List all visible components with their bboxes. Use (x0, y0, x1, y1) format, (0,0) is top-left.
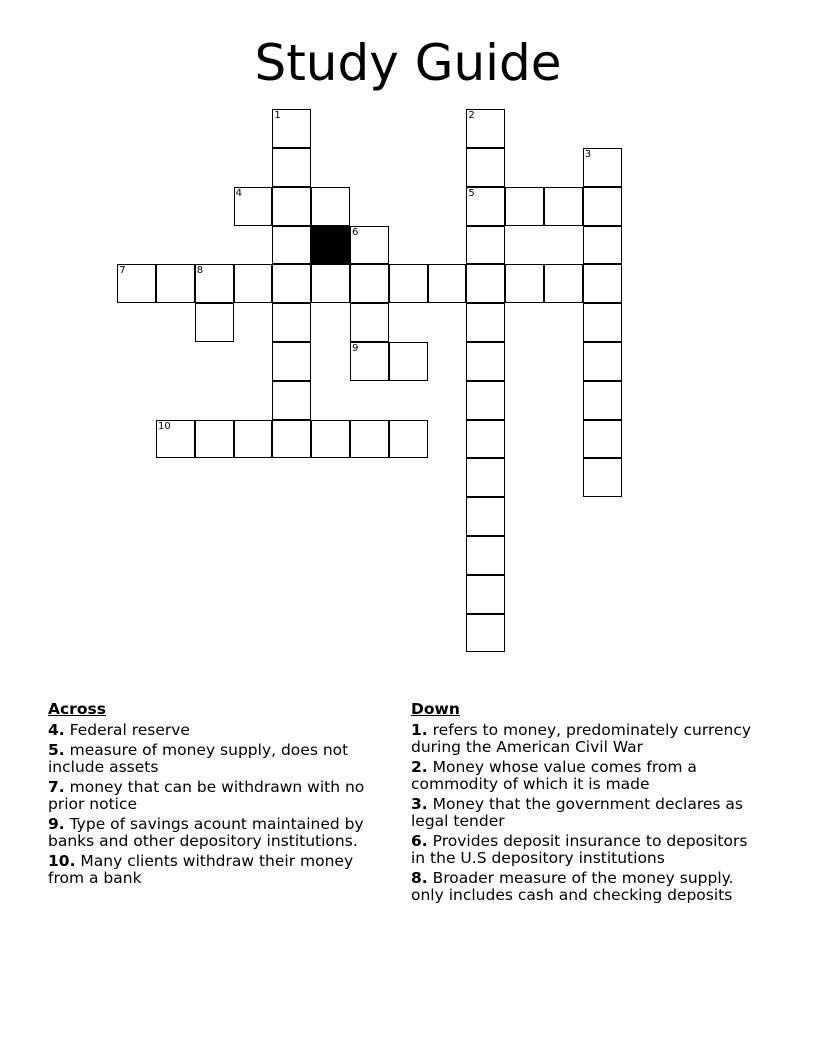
cell-number: 3 (584, 149, 592, 160)
crossword-cell[interactable] (156, 420, 195, 459)
clue-number: 10. (48, 852, 76, 870)
clue-text: money that can be withdrawn with no prior notice (48, 778, 365, 813)
crossword-cell[interactable] (350, 303, 389, 342)
clue-number: 8. (411, 869, 428, 887)
cell-number: 10 (158, 420, 171, 432)
crossword-cell[interactable] (583, 148, 622, 187)
crossword-cell[interactable] (466, 536, 505, 575)
down-clues (411, 700, 756, 907)
clue-number: 4. (48, 721, 65, 739)
crossword-block (311, 226, 350, 265)
clue-number: 2. (411, 758, 428, 776)
cell-number: 1 (274, 110, 281, 122)
crossword-cell[interactable] (311, 420, 350, 459)
down-clue-2 (411, 759, 756, 793)
crossword-cell[interactable] (389, 342, 428, 381)
clue-number: 1. (411, 721, 428, 739)
clue-text: Money whose value comes from a commodity of which it is made (411, 758, 697, 793)
crossword-cell[interactable] (466, 187, 505, 226)
crossword-cell[interactable] (466, 342, 505, 381)
crossword-cell[interactable] (272, 342, 311, 381)
across-clue-4 (48, 722, 393, 739)
crossword-cell[interactable] (195, 264, 234, 303)
crossword-cell[interactable] (466, 148, 505, 187)
crossword-cell[interactable] (583, 420, 622, 459)
crossword-cell[interactable] (234, 420, 273, 459)
crossword-cell[interactable] (583, 303, 622, 342)
clue-number: 3. (411, 795, 428, 813)
clue-text: Provides deposit insurance to depositors in the U.S depository institutions (411, 832, 748, 867)
crossword-cell[interactable] (544, 264, 583, 303)
crossword-cell[interactable] (272, 303, 311, 342)
crossword-cell[interactable] (389, 264, 428, 303)
crossword-cell[interactable] (272, 226, 311, 265)
crossword-cell[interactable] (466, 381, 505, 420)
page-title: Study Guide (254, 34, 562, 92)
crossword-cell[interactable] (428, 264, 467, 303)
crossword-cell[interactable] (466, 614, 505, 653)
crossword-cell[interactable] (583, 226, 622, 265)
crossword-cell[interactable] (234, 264, 273, 303)
crossword-cell[interactable] (272, 264, 311, 303)
crossword-cell[interactable] (272, 187, 311, 226)
crossword-cell[interactable] (195, 303, 234, 342)
crossword-cell[interactable] (272, 420, 311, 459)
cell-number: 8 (196, 265, 204, 277)
crossword-cell[interactable] (311, 264, 350, 303)
crossword-cell[interactable] (583, 342, 622, 381)
crossword-cell[interactable] (156, 264, 195, 303)
clue-text: Money that the government declares as legal tender (411, 795, 743, 830)
across-clue-9 (48, 816, 393, 850)
crossword-cell[interactable] (350, 342, 389, 381)
cell-number: 6 (352, 226, 359, 238)
crossword-cell[interactable] (466, 109, 505, 148)
crossword-cell[interactable] (583, 264, 622, 303)
cell-number: 4 (235, 187, 242, 199)
clue-number: 5. (48, 741, 65, 759)
crossword-cell[interactable] (350, 226, 389, 265)
across-clues (48, 700, 393, 890)
crossword-cell[interactable] (272, 148, 311, 187)
crossword-cell[interactable] (272, 381, 311, 420)
clue-number: 9. (48, 815, 65, 833)
crossword-cell[interactable] (466, 420, 505, 459)
clue-text: Many clients withdraw their money from a bank (48, 852, 354, 887)
crossword-cell[interactable] (272, 109, 311, 148)
clue-number: 7. (48, 778, 65, 796)
crossword-cell[interactable] (583, 381, 622, 420)
clue-number: 6. (411, 832, 428, 850)
crossword-cell[interactable] (466, 497, 505, 536)
crossword-cell[interactable] (505, 187, 544, 226)
crossword-cell[interactable] (311, 187, 350, 226)
clue-text: refers to money, predominately currency during the American Civil War (411, 721, 752, 756)
cell-number: 2 (468, 110, 475, 122)
down-clue-8 (411, 870, 756, 904)
crossword-cell[interactable] (466, 264, 505, 303)
clue-text: Broader measure of the money supply. only includes cash and checking deposits (411, 869, 734, 904)
crossword-cell[interactable] (350, 264, 389, 303)
down-clue-3 (411, 796, 756, 830)
crossword-cell[interactable] (466, 575, 505, 614)
down-clue-1 (411, 722, 756, 756)
crossword-cell[interactable] (350, 420, 389, 459)
cell-number: 5 (468, 187, 475, 199)
cell-number: 9 (352, 343, 359, 354)
clue-text: measure of money supply, does not include assets (48, 741, 349, 776)
down-heading: Down (411, 700, 460, 718)
cell-number: 7 (119, 265, 126, 277)
crossword-cell[interactable] (583, 458, 622, 497)
crossword-cell[interactable] (505, 264, 544, 303)
down-clue-6 (411, 833, 756, 867)
clue-text: Type of savings acount maintained by banks and other depository institutions. (48, 815, 364, 850)
across-clue-10 (48, 853, 393, 887)
across-clue-5 (48, 742, 393, 776)
crossword-cell[interactable] (234, 187, 273, 226)
crossword-cell[interactable] (544, 187, 583, 226)
across-heading: Across (48, 700, 106, 718)
across-clue-7 (48, 779, 393, 813)
clue-text: Federal reserve (69, 721, 190, 739)
crossword-cell[interactable] (466, 458, 505, 497)
crossword-cell[interactable] (583, 187, 622, 226)
crossword-cell[interactable] (117, 264, 156, 303)
crossword-cell[interactable] (466, 303, 505, 342)
crossword-cell[interactable] (466, 226, 505, 265)
crossword-cell[interactable] (389, 420, 428, 459)
crossword-cell[interactable] (195, 420, 234, 459)
